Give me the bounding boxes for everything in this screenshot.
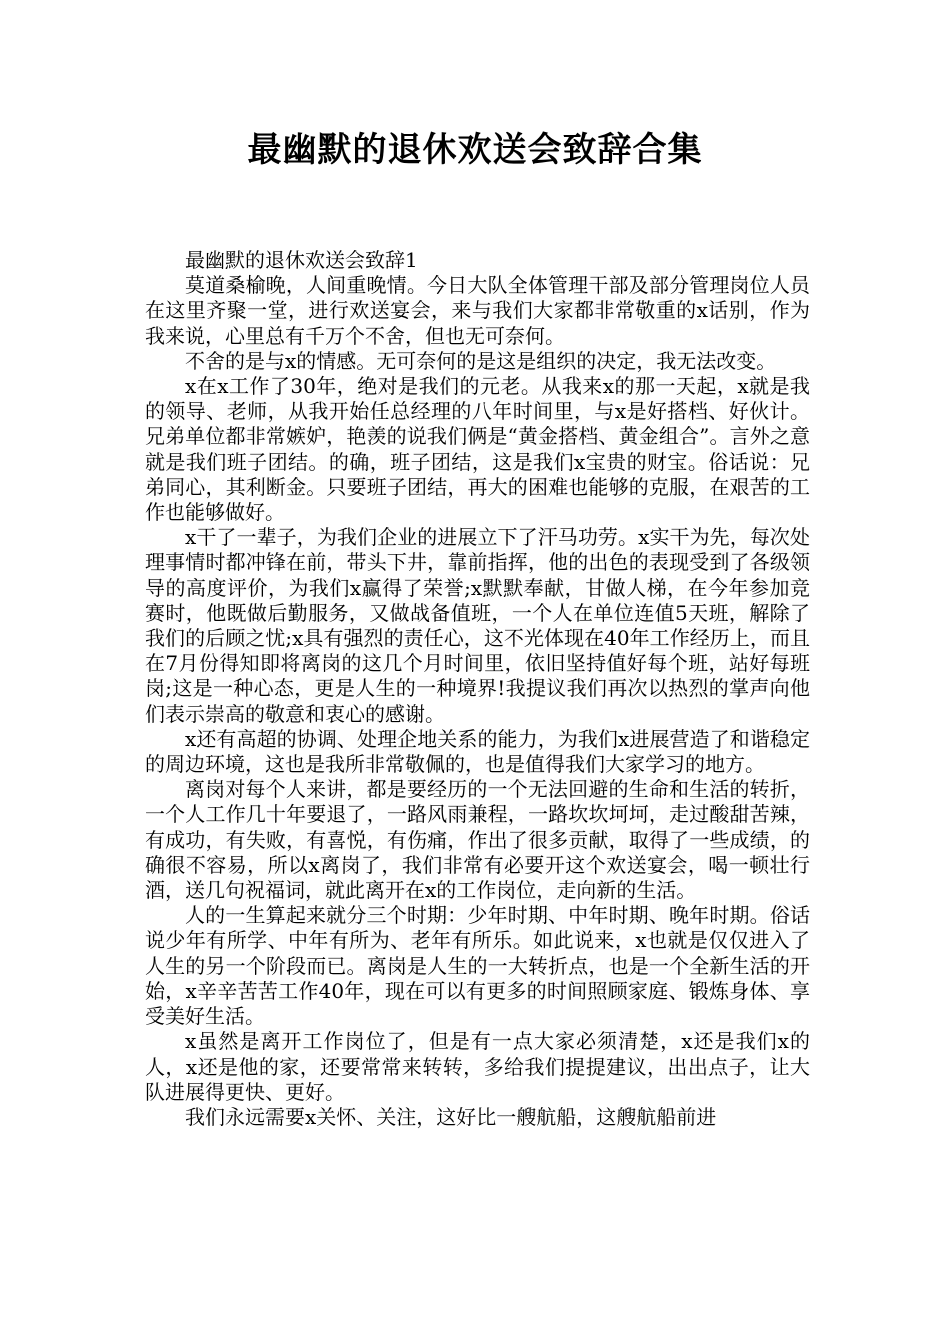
body-paragraph: x还有高超的协调、处理企地关系的能力，为我们x进展营造了和谐稳定的周边环境，这也是我所非常敬佩的，也是值得我们大家学习的地方。 <box>145 726 810 777</box>
body-paragraph: 我们永远需要x关怀、关注，这好比一艘航船，这艘航船前进 <box>185 1104 717 1129</box>
body-paragraph: x干了一辈子，为我们企业的进展立下了汗马功劳。x实干为先，每次处理事情时都冲锋在前，带头下井，靠前指挥，他的出色的表现受到了各级领导的高度评价，为我们x赢得了荣誉;x默默奉献，甘做人梯，在今年参加竞赛时，他既做后勤服务，又做战备值班，一个人在单位连值5天班，解除了我们的后顾之忧;x具有强烈的责任心，这不光体现在40年工作经历上，而且在7月份得知即将离岗的这几个月时间里，依旧坚持值好每个班，站好每班岗;这是一种心态，更是人生的一种境界!我提议我们再次以热烈的掌声向他们表示崇高的敬意和衷心的感谢。 <box>145 525 810 726</box>
document-title: 最幽默的退休欢送会致辞合集 <box>247 130 703 170</box>
body-paragraph: x在x工作了30年，绝对是我们的元老。从我来x的那一天起，x就是我的领导、老师，从我开始任总经理的八年时间里，与x是好搭档、好伙计。兄弟单位都非常嫉妒，艳羡的说我们俩是“黄金搭档、黄金组合”。言外之意就是我们班子团结。的确，班子团结，这是我们x宝贵的财宝。俗话说：兄弟同心，其利断金。只要班子团结，再大的困难也能够的克服，在艰苦的工作也能够做好。 <box>145 374 810 525</box>
body-paragraph: 离岗对每个人来讲，都是要经历的一个无法回避的生命和生活的转折，一个人工作几十年要退了，一路风雨兼程，一路坎坎坷坷，走过酸甜苦辣，有成功，有失败，有喜悦，有伤痛，作出了很多贡献，取得了一些成绩，的确很不容易，所以x离岗了，我们非常有必要开这个欢送宴会，喝一顿壮行酒，送几句祝福词，就此离开在x的工作岗位，走向新的生活。 <box>145 777 810 903</box>
document-body <box>145 248 810 1130</box>
body-paragraph: 不舍的是与x的情感。无可奈何的是这是组织的决定，我无法改变。 <box>185 348 777 373</box>
section-heading: 最幽默的退休欢送会致辞1 <box>185 248 418 272</box>
body-paragraph: x虽然是离开工作岗位了，但是有一点大家必须清楚，x还是我们x的人，x还是他的家，还要常常来转转，多给我们提提建议，出出点子，让大队进展得更快、更好。 <box>145 1029 810 1104</box>
body-paragraph: 人的一生算起来就分三个时期：少年时期、中年时期、晚年时期。俗话说少年有所学、中年有所为、老年有所乐。如此说来，x也就是仅仅进入了人生的另一个阶段而已。离岗是人生的一大转折点，也是一个全新生活的开始，x辛辛苦苦工作40年，现在可以有更多的时间照顾家庭、锻炼身体、享受美好生活。 <box>145 903 810 1029</box>
body-paragraph: 莫道桑榆晚，人间重晚情。今日大队全体管理干部及部分管理岗位人员在这里齐聚一堂，进行欢送宴会，来与我们大家都非常敬重的x话别，作为我来说，心里总有千万个不舍，但也无可奈何。 <box>145 273 810 348</box>
